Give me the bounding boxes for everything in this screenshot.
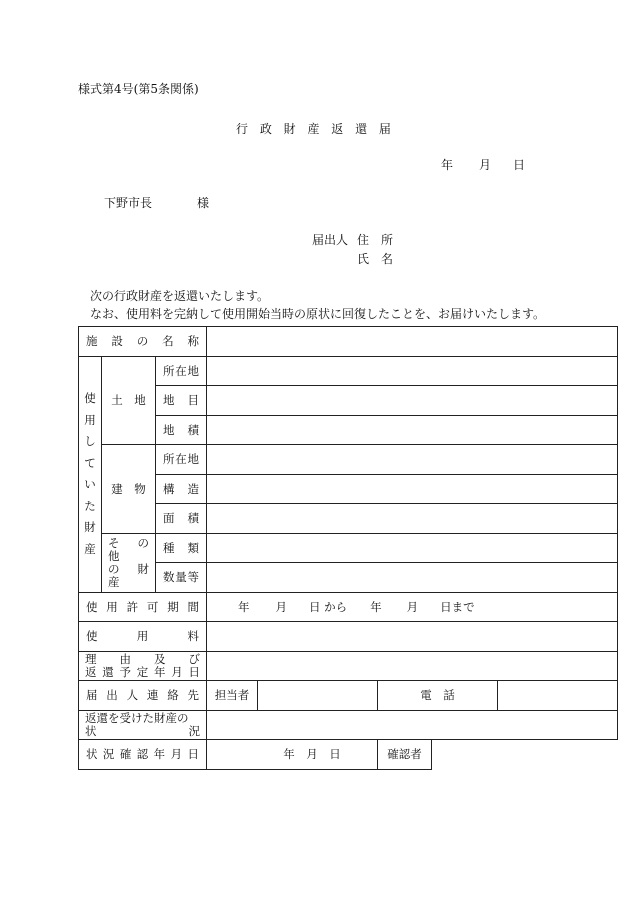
other-property-label (102, 533, 156, 592)
permit-period-row (79, 592, 618, 622)
property-used-text: 使用していた財産 (84, 391, 96, 556)
date-month: 月 (479, 158, 492, 172)
building-location-row (79, 445, 618, 475)
confirmation-date-field[interactable] (207, 740, 378, 770)
other-property-line-2: の 財 産 (108, 561, 149, 589)
building-label: 建 物 (102, 445, 156, 534)
facility-name-label: 施 設 の 名 称 (79, 327, 207, 357)
other-quantity-label: 数量等 (156, 563, 207, 593)
applicant-name-label: 氏 名 (357, 252, 394, 266)
reason-field[interactable] (207, 651, 618, 681)
document-title: 行 政 財 産 返 還 届 (236, 122, 395, 136)
applicant-address-label: 住 所 (357, 233, 394, 247)
other-type-label: 種 類 (156, 533, 207, 563)
land-category-label: 地 目 (156, 386, 207, 416)
return-form-table (78, 326, 618, 770)
addressee-name: 下野市長 (104, 196, 153, 210)
facility-name-row (79, 327, 618, 357)
usage-fee-row (79, 622, 618, 652)
contact-row (79, 681, 618, 711)
date-day: 日 (513, 158, 526, 172)
period-year-to: 年 (370, 599, 382, 614)
addressee-honorific: 様 (197, 196, 210, 210)
other-property-line-1: そ の 他 (108, 535, 149, 563)
confirmation-date-text: 年 月 日 (283, 747, 341, 762)
reason-row (79, 651, 618, 681)
date-year: 年 (441, 158, 454, 172)
other-quantity-field[interactable] (207, 563, 618, 593)
land-label: 土 地 (102, 356, 156, 445)
permit-period-label: 使用許可期間 (79, 592, 207, 622)
confirmer-label: 確認者 (378, 740, 432, 770)
other-type-field[interactable] (207, 533, 618, 563)
reason-label (79, 651, 207, 681)
building-structure-field[interactable] (207, 474, 618, 504)
confirmation-date-label: 状況確認年月日 (79, 740, 207, 770)
building-area-row (79, 504, 618, 534)
confirmer-blank (432, 740, 618, 770)
phone-field[interactable] (498, 681, 618, 711)
period-year-from: 年 (238, 599, 250, 614)
contact-label: 届出人連絡先 (79, 681, 207, 711)
land-location-label: 所在地 (156, 356, 207, 386)
land-category-field[interactable] (207, 386, 618, 416)
land-area-row (79, 415, 618, 445)
facility-name-field[interactable] (207, 327, 618, 357)
building-structure-label: 構 造 (156, 474, 207, 504)
other-type-row (79, 533, 618, 563)
building-location-label: 所在地 (156, 445, 207, 475)
confirmation-row (79, 740, 618, 770)
land-location-field[interactable] (207, 356, 618, 386)
other-quantity-row (79, 563, 618, 593)
intro-line-1: 次の行政財産を返還いたします。 (90, 289, 270, 303)
reason-line-1: 理由及び (85, 651, 200, 666)
land-location-row (79, 356, 618, 386)
building-area-field[interactable] (207, 504, 618, 534)
reason-line-2: 返還予定年月日 (85, 664, 200, 679)
land-area-field[interactable] (207, 415, 618, 445)
form-number: 様式第4号(第5条関係) (78, 82, 199, 96)
property-used-label (79, 356, 102, 592)
property-condition-field[interactable] (207, 710, 618, 740)
land-category-row (79, 386, 618, 416)
phone-label: 電 話 (378, 681, 498, 711)
applicant-label: 届出人 (312, 233, 349, 247)
building-area-label: 面 積 (156, 504, 207, 534)
permit-period-field[interactable] (207, 592, 618, 622)
period-day-to: 日まで (440, 599, 475, 614)
person-in-charge-field[interactable] (258, 681, 378, 711)
usage-fee-field[interactable] (207, 622, 618, 652)
intro-line-2: なお、使用料を完納して使用開始当時の原状に回復したことを、お届けいたします。 (90, 307, 546, 321)
person-in-charge-label: 担当者 (207, 681, 258, 711)
period-month-from: 月 (275, 599, 287, 614)
period-day-from: 日 から (309, 599, 348, 614)
condition-line-2: 状 況 (85, 723, 200, 738)
period-month-to: 月 (406, 599, 419, 614)
land-area-label: 地 積 (156, 415, 207, 445)
building-location-field[interactable] (207, 445, 618, 475)
usage-fee-label: 使用料 (79, 622, 207, 652)
building-structure-row (79, 474, 618, 504)
property-condition-label (79, 710, 207, 740)
condition-line-1: 返還を受けた財産の (85, 710, 189, 725)
property-condition-row (79, 710, 618, 740)
